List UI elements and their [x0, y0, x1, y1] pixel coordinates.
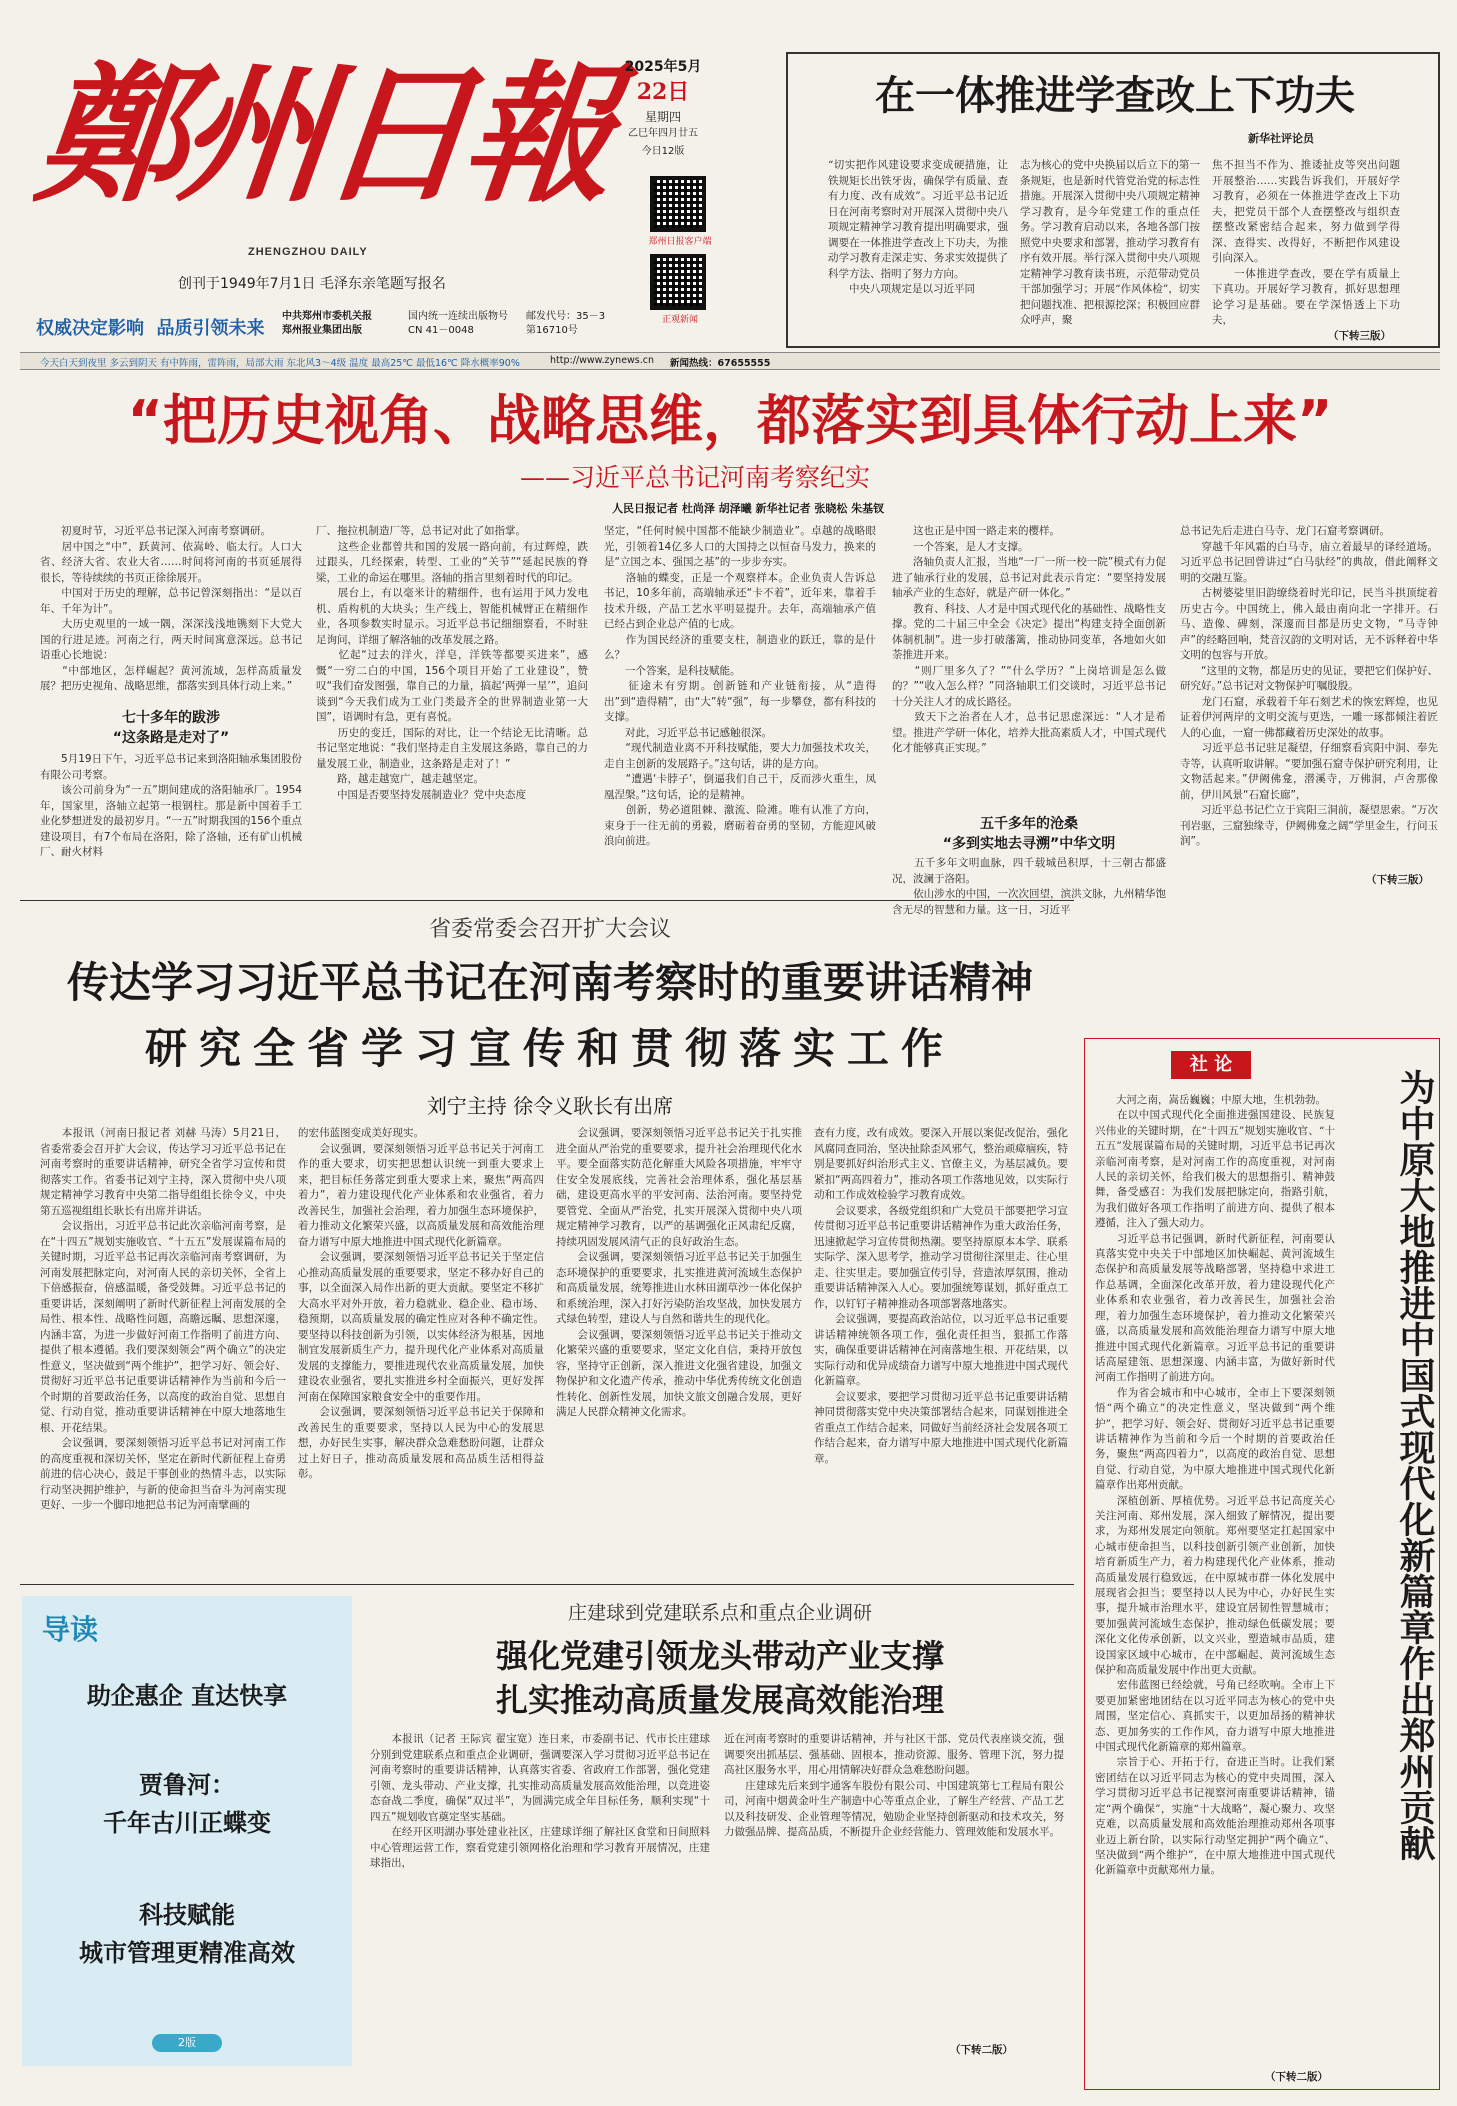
- party-headline-2: 扎实推动高质量发展高效能治理: [495, 1681, 944, 1719]
- date-year-month: 2025年5月: [624, 59, 702, 75]
- commentary-jump[interactable]: （下转三版）: [1328, 330, 1391, 342]
- divider: [20, 1584, 1074, 1585]
- editorial-box: [1084, 1038, 1440, 2090]
- qr-caption-news: 正观新闻: [661, 315, 698, 325]
- masthead: [28, 30, 623, 350]
- lead-subtitle-1: 七十多年的跋涉 “这条路是走对了”: [112, 710, 230, 746]
- postal-code: 邮发代号：35－3 第16710号: [526, 311, 606, 336]
- weather-bar: [20, 352, 1440, 370]
- lead-col4a: 这也正是中国一路走来的樱样。 一个答案，是人才支撑。 洛轴负责人汇报，当地“一厂一所一校一院”模式有力促进了轴承行业的发展，总书记对此表示肯定：“要坚持发展轴承产业的生态好，就是产研一体化。” 教育、科技、人才是中国式现代化的基础性、战略性支撑。党的二十届三中全会《决定》提出“构建支持全面创新体制机制”。进一步打破藩篱，推动协同变革，各地如火如荼推进开来。 “则厂里多久了？”“什么学历？”上岗培训是怎么做的？”“收入怎么样？”同洛轴职工们交谈时，习近平总书记十分关注人才的成长路径。 致天下之治者在人才，总书记思虑深远：“人才是希望。推进产学研一体化，培养大批高素质人才，中国式现代化才能够真正实现。”: [892, 525, 1166, 754]
- guide-item[interactable]: 科技赋能 城市管理更精准高效: [79, 1901, 295, 1967]
- lead-col1b: 5月19日下午，习近平总书记来到洛阳轴承集团股份有限公司考察。 该公司前身为“一五”期间建成的洛阳轴承厂。1954年，国家里，洛轴立起第一根钢柱。那是新中国着手工业化梦想迸发的最初岁月。“一五”时期我国的156个重点建设项目，有7个布局在洛阳，除了洛轴，还有矿山机械厂、耐火材料: [40, 753, 302, 858]
- commentary-col2: 志为核心的党中央换届以后立下的第一条规矩，也是新时代管党治党的标志性措施。开展深入贯彻中央八项规定精神学习教育，是今年党建工作的重点任务。学习教育启动以来，各地各部门按照党中央要求和部署，推动学习教育有序有效开展。举行深入贯彻中央八项规定精神学习教育读书班，示范带动党员干部加强学习；开展“作风体检”，切实把问题找准、把根源挖深；积极回应群众呼声，聚: [1020, 159, 1200, 326]
- newspaper-pinyin: ZHENGZHOU DAILY: [248, 246, 368, 258]
- meeting-kicker: 省委常委会召开扩大会议: [428, 917, 671, 942]
- sponsor: 中共郑州市委机关报 郑州报业集团出版: [282, 311, 372, 336]
- editorial-jump[interactable]: （下转二版）: [1265, 2071, 1328, 2083]
- guide-item[interactable]: 贾鲁河： 千年古川正蝶变: [103, 1771, 271, 1837]
- lead-col1a: 初夏时节，习近平总书记深入河南考察调研。 居中国之“中”，跃黄河、依嵩岭、临太行。人口大省、经济大省、农业大省……时间将河南的书页延展得很长，等待续续的书页正徐徐展开。 中国对于历史的理解，总书记曾深刻指出：“是以百年、千年为计”。 大历史观里的一域一隅，深深浅浅地镌刻下大党大国的行进足迹。河南之行，两天时间寓意深远。总书记语重心长地说： “中部地区，怎样崛起？黄河流域，怎样高质量发展？把历史视角、战略思维，都落实到具体行动上来。”: [40, 525, 302, 692]
- guide-page-badge[interactable]: 2版: [152, 2034, 222, 2052]
- meeting-headline-2: 研究全省学习宣传和贯彻落实工作: [144, 1024, 955, 1073]
- lead-subtitle-2: 五千多年的沧桑 “多到实地去寻溯”中华文明: [942, 816, 1116, 852]
- meeting-subhead: 刘宁主持 徐令义耿长有出席: [426, 1094, 674, 1118]
- meeting-col2: 的宏伟蓝图变成美好现实。 会议强调，要深刻领悟习近平总书记关于河南工作的重大要求，切实把思想认识统一到重大要求上来，把目标任务落定到重大要求上来，聚焦“两高四着力”，着力建设现代化产业体系和农业强省，着力改善民生，加强社会治理，着力加强生态环境保护，着力推动文化繁荣兴盛，以高质量发展和高效能治理奋力谱写中原大地推进中国式现代化新篇章。 会议强调，要深刻领悟习近平总书记关于坚定信心推动高质量发展的重要要求，坚定不移办好自己的事，以全面深入局作出新的更大贡献。要坚定不移扩大高水平对外开放，着力稳就业、稳企业、稳市场、稳预期，以高质量发展的确定性应对各种不确定性。要坚持以科技创新为引领，以实体经济为根基，因地制宜发展新质生产力，提升现代化产业体系对高质量发展的支撑能力，要推进现代农业高质量发展，加快建设农业强省，要扎实推进乡村全面振兴，更好发挥河南在保障国家粮食安全中的重要作用。 会议强调，要深刻领悟习近平总书记关于保障和改善民生的重要要求，坚持以人民为中心的发展思想，办好民生实事，解决群众急难愁盼问题，让群众过上好日子，推动高质量发展和高品质生活相得益彰。: [298, 1127, 544, 1480]
- meeting-col1: 本报讯（河南日报记者 刘赫 马涛）5月21日，省委常委会召开扩大会议，传达学习习近平总书记在河南考察时的重要讲话精神，研究全省学习宣传和贯彻落实工作。省委书记刘宁主持，深入贯彻中央八项规定精神学习教育中央第二指导组组长徐令义，中央第五巡视组组长耿长有出席并讲话。 会议指出，习近平总书记此次亲临河南考察，是在“十四五”规划实施收官、“十五五”发展谋篇布局的关键时期，习近平总书记再次亲临河南考察调研，为河南发展把脉定向，对河南人民的亲切关怀，全省上下倍感振奋，倍感温暖，备受鼓舞。习近平总书记的重要讲话，深刻阐明了新时代新征程上河南发展的全局性、根本性、战略性问题，高瞻远瞩、思想深邃，内涵丰富，为进一步做好河南工作指明了前进方向、提供了根本遵循。我们要深刻领会“两个确立”的决定性意义，坚决做到“两个维护”，把学习好、领会好、贯彻好习近平总书记重要讲话精神作为当前和今后一个时期的首要政治任务，以高度的政治自觉、思想自觉、行动自觉，推动重要讲话精神在中原大地落地生根、开花结果。 会议强调，要深刻领悟习近平总书记对河南工作的高度重视和深切关怀，坚定在新时代新征程上奋勇前进的信心决心，鼓足干事创业的热情斗志，以实际行动坚决拥护维护，与新的使命担当奋斗为河南实现更好、一步一个脚印地把总书记为河南擘画的: [40, 1127, 286, 1511]
- date-block: [618, 56, 708, 176]
- newspaper-title: 鄭州日報: [28, 47, 616, 223]
- commentary-byline: 新华社评论员: [1248, 132, 1314, 145]
- lead-byline: 人民日报记者 杜尚泽 胡泽曦 新华社记者 张晓松 朱基钗: [612, 502, 885, 515]
- party-col2: 近在河南考察时的重要讲话精神，并与社区干部、党员代表座谈交流，强调要突出抓基层、强基础、固根本，推动资源、服务、管理下沉，努力提高社区服务水平，用心用情解决好群众急难愁盼问题。 庄建球先后来到宇通客车股份有限公司、中国建筑第七工程局有限公司，河南中烟黄金叶生产制造中心等重点企业，了解生产经营、产品工艺以及科技研发、企业管理等情况，勉励企业坚持创新驱动和技术攻关，努力做强品牌、提高品质，不断提升企业经营能力、管理效能和发展水平。: [724, 1733, 1064, 1838]
- lead-headline: “把历史视角、战略思维，都落实到具体行动上来”: [127, 389, 1333, 452]
- website[interactable]: http://www.zynews.cn: [550, 355, 655, 366]
- weather-text: 今天白天到夜里 多云到阴天 有中阵雨，雷阵雨，局部大雨 东北风3～4级 温度 最高25℃ 最低16℃ 降水概率90%: [40, 358, 520, 369]
- hotline: 新闻热线：67655555: [670, 358, 771, 369]
- commentary-col3: 焦不担当不作为、推诿扯皮等突出问题开展整治……实践告诉我们，开展好学习教育，必须在一体推进学查改上下功夫，把党员干部个人查摆整改与组织查摆整改紧密结合起来，努力做到学得深、查得实、改得好，不断把作风建设引向深入。 一体推进学查改，要在学有质量上下真功。开展好学习教育，抓好思想理论学习是基础。要在学深悟透上下功夫，: [1212, 159, 1400, 326]
- lead-col2: 厂、拖拉机制造厂等，总书记对此了如指掌。 这些企业都曾共和国的发展一路向前，有过辉煌，跌过跟头，几经探索，转型、工业的“关节”“延起民族的脊梁，工业的命运在哪里。洛轴的指言里刻着时代的印记。 展台上，有以毫米计的精细件，也有运用于风力发电机、盾构机的大块头；生产线上，智能机械臂正在精细作业，各项参数实时显示。习近平总书记细细察看，不时驻足询问，详细了解洛轴的改革发展之路。 忆起“过去的洋火，洋皂，洋铁等都要买进来”，感慨“一穷二白的中国，156个项目开始了工业建设”，赞叹“我们奋发图强，靠自己的力量，搞起‘两弹一星’”，追问谈到“今天我们成为工业门类最齐全的世界制造业第一大国”，语调时有急，更有喜悦。 历史的变迁，国际的对比，让一个结论无比清晰。总书记坚定地说：“我们坚持走自主发展这条路，靠自己的力量发展工业，制造业，这条路是走对了！” 路，越走越宽广，越走越坚定。 中国是否要坚持发展制造业？党中央态度: [316, 525, 588, 801]
- party-col1: 本报讯（记者 王际宾 翟宝宽）连日来，市委副书记、代市长庄建球分别到党建联系点和重点企业调研，强调要深入学习贯彻习近平总书记在河南考察时的重要讲话精神，认真落实省委、省政府工作部署，强化党建引领、龙头带动、产业支撑，扎实推动高质量发展高效能治理，以竞进姿态奋战二季度，确保“双过半”，为圆满完成全年目标任务，顺利实现“十四五”规划收官奠定坚实基础。 在经开区明湖办事处建业社区，庄建球详细了解社区食堂和日间照料中心管理运营工作，察看党建引领网格化治理和学习教育开展情况，庄建球指出，: [370, 1733, 710, 1869]
- lead-subhead: ——习近平总书记河南考察纪实: [520, 463, 871, 492]
- party-jump[interactable]: （下转二版）: [950, 2044, 1013, 2056]
- qr-caption-app: 郑州日报客户端: [648, 237, 712, 247]
- qr-code-icon[interactable]: [650, 176, 706, 232]
- date-day: 22日: [636, 79, 690, 105]
- party-headline-1: 强化党建引领龙头带动产业支撑: [495, 1637, 944, 1675]
- cn-number: 国内统一连续出版物号 CN 41－0048: [408, 311, 508, 336]
- meeting-headline-1: 传达学习习近平总书记在河南考察时的重要讲话精神: [66, 958, 1033, 1007]
- commentary-title: 在一体推进学查改上下功夫: [875, 73, 1355, 119]
- lead-col4b: 五千多年文明血脉，四千载城邑积厚，十三朝古都盛况，波澜于洛阳。 依山涉水的中国，一次次回望，滨洪文脉，九州精华饱含无尽的智慧和力量。这一日，习近平: [892, 857, 1166, 916]
- party-kicker: 庄建球到党建联系点和重点企业调研: [567, 1602, 872, 1624]
- meeting-col4: 查有力度，改有成效。要深入开展以案促改促治，强化风腐同查同治，坚决扯除歪风邪气，整治顽瘴痼疾，特别是要抓好纠治形式主义、官僚主义，为基层减负。要紧扣“两高四着力”，推动各项工作落地见效，以实际行动和工作成效检验学习教育成效。 会议要求，各级党组织和广大党员干部要把学习宣传贯彻习近平总书记重要讲话精神作为重大政治任务，迅速掀起学习宣传贯彻热潮。要坚持原原本本学、联系实际学、深入思考学，推动学习贯彻往深里走、往心里走、往实里走。要加强宣传引导，营造浓厚氛围，推动重要讲话精神深入人心。要加强统筹谋划，抓好重点工作，以钉钉子精神推动各项部署落地落实。 会议强调，要提高政治站位，以习近平总书记重要讲话精神统领各项工作，强化责任担当，狠抓工作落实，确保重要讲话精神在河南落地生根、开花结果，以实际行动和优异成绩奋力谱写中原大地推进中国式现代化新篇章。 会议要求，要把学习贯彻习近平总书记重要讲话精神同贯彻落实党中央决策部署结合起来，同谋划推进全省重点工作结合起来，同做好当前经济社会发展各项工作结合起来，奋力谱写中原大地推进中国式现代化新篇章。: [814, 1127, 1068, 1465]
- page-count: 今日12版: [641, 146, 685, 157]
- weekday: 星期四: [644, 110, 681, 124]
- lead-col5: 总书记先后走进白马寺、龙门石窟考察调研。 穿越千年风霜的白马寺，庙立着最早的译经道场。习近平总书记回曾讲过“白马驮经”的典故，借此阐释文明的交融互鉴。 古树婆娑里旧韵缭绕着时光印记，民当斗拱顶绽着历史古今。中国统上，佛入最由南向北一字排开。石马、造像、碑刻，深邃而目都是历史文物，“马寺钟声”的经略回响，梵音汉韵的文明对话，无不诉释着中华文明的包容与开放。 “这里的文物，都是历史的见证，要把它们保护好、研究好。”总书记对文物保护叮嘱殷殷。 龙门石窟，承载着千年石刻艺术的恢宏辉煌，也见证着伊河两岸的文明交流与更迭，一雕一琢都倾注着匠人的心血，一窟一佛都藏着历史深处的故事。 习近平总书记驻足凝望，仔细察看宾阳中洞、奉先寺等，认真听取讲解。“要加强石窟寺保护研究利用，让文物活起来。”伊阙佛龛，潜溪寺，万佛洞，卢舍那像前，伊川风景“石窟长廊”， 习近平总书记伫立于宾阳三洞前，凝望思索。“万次刊岩驱，三窟独缘寺，伊阙佛龛之阔“学里金生，行问玉润”。: [1180, 525, 1438, 847]
- meeting-col3: 会议强调，要深刻领悟习近平总书记关于扎实推进全面从严治党的重要要求，提升社会治理现代化水平。要全面落实防范化解重大风险各项措施，牢牢守住安全发展底线，完善社会治理体系，强化基层基础，建设更高水平的平安河南、法治河南。要坚持党要管党、全面从严治党，扎实开展深入贯彻中央八项规定精神学习教育，以严的基调强化正风肃纪反腐，持续巩固发展风清气正的良好政治生态。 会议强调，要深刻领悟习近平总书记关于加强生态环境保护的重要要求，扎实推进黄河流域生态保护和高质量发展，统筹推进山水林田湖草沙一体化保护和系统治理，深入打好污染防治攻坚战，加快发展方式绿色转型，建设人与自然和谐共生的现代化。 会议强调，要深刻领悟习近平总书记关于推动文化繁荣兴盛的重要要求，坚定文化自信，秉持开放包容，坚持守正创新，深入推进文化强省建设，加强文物保护和文化遗产传承，推动中华优秀传统文化创造性转化、创新性发展，加快文旅文创融合发展，更好满足人民群众精神文化需求。: [556, 1127, 802, 1418]
- guide-box: [22, 1596, 352, 2066]
- editorial-tag: 社 论: [1171, 1051, 1251, 1079]
- editorial-title: 为中原大地推进中国式现代化新篇章作出郑州贡献: [1394, 1069, 1436, 1861]
- slogan-bar: [20, 306, 624, 350]
- commentary-col1: “切实把作风建设要求变成硬措施，让铁规矩长出铁牙齿，确保学有质量、查有力度、改有成效”。习近平总书记近日在河南考察时对开展深入贯彻中央八项规定精神学习教育提出明确要求，强调要在一体推进学查改上下功夫，为推动学习教育走深走实、务求实效提供了科学方法、指明了努力方向。 中央八项规定是以习近平同: [828, 159, 1008, 295]
- divider: [20, 900, 1074, 901]
- lead-jump[interactable]: （下转三版）: [1366, 874, 1429, 886]
- editorial-body: 大河之南，嵩岳巍巍；中原大地，生机勃勃。 在以中国式现代化全面推进强国建设、民族复兴伟业的关键时期，在“十四五”规划实施收官、“十五五”发展谋篇布局的关键时期，习近平总书记再次亲临河南考察，是对河南工作的高度重视，对河南人民的亲切关怀，给我们极大的思想指引、精神鼓舞，备受感召：为我们发展把脉定向，指路引航，为我们做好各项工作指明了前进方向、提供了根本遵循，注入了强大动力。 习近平总书记强调，新时代新征程，河南要认真落实党中央关于中部地区加快崛起、黄河流域生态保护和高质量发展等战略部署，坚持稳中求进工作总基调，全面深化改革开放，着力建设现代化产业体系和农业强省，着力改善民生，加强社会治理，着力加强生态环境保护，着力推动文化繁荣兴盛，以高质量发展和高效能治理奋力谱写中原大地推进中国式现代化新篇章。习近平总书记的重要讲话高屋建瓴、思想深邃、内涵丰富，为做好新时代河南工作指明了前进方向。 作为省会城市和中心城市，全市上下要深刻领悟“两个确立”的决定性意义，坚决做到“两个维护”，把学习好、领会好、贯彻好习近平总书记重要讲话精神作为当前和今后一个时期的首要政治任务，聚焦“两高四着力”，以高度的政治自觉、思想自觉、行动自觉，为中原大地推进中国式现代化新篇章作出郑州贡献。 深植创新、厚植优势。习近平总书记高度关心关注河南、郑州发展，深入细致了解情况，提出要求，为郑州发展定向领航。郑州要坚定扛起国家中心城市使命担当，以科技创新引领产业创新，加快培育新质生产力，着力构建现代化产业体系，推动高质量发展行稳致远，在中原城市群一体化发展中展现省会担当；要坚持以人民为中心，办好民生实事，提升城市治理水平，建设宜居韧性智慧城市；要加强黄河流域生态保护，推动绿色低碳发展；要深化文化传承创新，以文兴业，塑造城市品质，建设国家区域中心城市，在中部崛起、黄河流域生态保护和高质量发展中作出更大贡献。 宏伟蓝图已经绘就，号角已经吹响。全市上下要更加紧密地团结在以习近平同志为核心的党中央周围，坚定信心、真抓实干，以更加昂扬的精神状态、更加务实的工作作风，奋力谱写中原大地推进中国式现代化新篇章的郑州篇章。 宗旨于心、开拓于行，奋进正当时。让我们紧密团结在以习近平同志为核心的党中央周围，深入学习贯彻习近平总书记视察河南重要讲话精神，锚定“两个确保”，实施“十大战略”，凝心聚力、攻坚克难，以高质量发展和高效能治理推动郑州各项事业迈上新台阶，以实际行动坚定拥护“两个确立”、坚决做到“两个维护”，在中原大地推进中国式现代化新篇章中贡献郑州力量。: [1095, 1094, 1335, 1877]
- commentary-box: [786, 52, 1440, 348]
- guide-title: 导读: [42, 1613, 99, 1646]
- guide-item[interactable]: 助企惠企 直达快享: [86, 1682, 288, 1710]
- lead-col3: 坚定，“任何时候中国都不能缺少制造业”。卓越的战略眼光，引领着14亿多人口的大国持之以恒奋马发力，换来的是“立国之本、强国之基”的一步步夯实。 洛轴的蝶变，正是一个观察样本。企业负责人告诉总书记，10多年前，高端轴承还“卡不着”，近年来，靠着手技术升级，产品工艺水平明显提升。去年，高端轴承产值已经占到企业总产值的七成。 作为国民经济的重要支柱，制造业的跃迁，靠的是什么？ 一个答案，是科技赋能。 征途未有穷期。创新链和产业链衔接，从“造得出”到“造得精”，由“大”转“强”，每一步攀登，都有科技的支撑。 对此，习近平总书记感触很深。 “现代制造业离不开科技赋能，要大力加强技术攻关，走自主创新的发展路子。”这句话，讲的是方向。 “遭遇‘卡脖子’，倒逼我们自己干，反而涉火重生，凤凰涅槃。”这句话，论的是精神。 创新，势必道阻棘、激流、险滩。唯有认准了方向，束身于一往无前的勇毅，磨砺着奋勇的坚韧，方能迎风破浪向前进。: [604, 525, 876, 847]
- lunar-date: 乙巳年四月廿五: [628, 128, 698, 139]
- founding-note: 创刊于1949年7月1日 毛泽东亲笔题写报名: [178, 276, 446, 292]
- slogan: 权威决定影响 品质引领未来: [36, 318, 265, 339]
- qr-code-icon[interactable]: [650, 254, 706, 310]
